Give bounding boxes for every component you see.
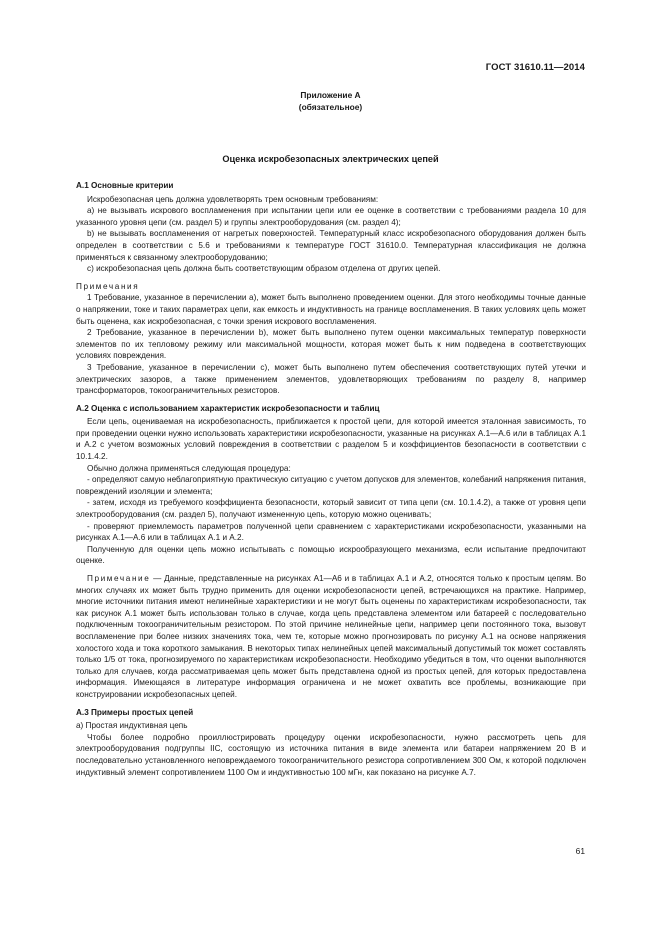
list-item: - проверяют приемлемость параметров полученной цепи сравнением с характеристиками искробезопасности, указанными на рисунках А.1—А.6 или в таблицах А.1 и А.2. bbox=[76, 521, 586, 543]
note-label: Примечание bbox=[87, 574, 151, 583]
notes-label: Примечания bbox=[76, 281, 140, 291]
page-number: 61 bbox=[575, 846, 585, 856]
paragraph: Обычно должна применяться следующая процедура: bbox=[87, 463, 291, 473]
paragraph: Если цепь, оцениваемая на искробезопасность, приближается к простой цепи, для которой имеется эталонная зависимость, то при проведении оценки нужно использовать характеристики искробезопасности, указанные на рисунках А.1—А.6 или в таблицах А.1 и А.2 с учетом возможных условий повреждения в соответствии с разделом 5 и коэффициентов безопасности в соответствии с 10.1.4.2. bbox=[76, 417, 586, 462]
note-item: 2 Требование, указанное в перечислении b), может быть выполнено путем оценки максимальных температур поверхности элементов по их тепловому режиму или максимальной мощности, которая может быть к ним подведена в соответствующих условиях повреждения. bbox=[76, 328, 586, 361]
list-item: с) искробезопасная цепь должна быть соответствующим образом отделена от других цепей. bbox=[87, 264, 441, 274]
list-item: - определяют самую неблагоприятную практическую ситуацию с учетом допусков для элементов, колебаний напряжения питания, повреждений изоляции и элемента; bbox=[76, 475, 586, 496]
document-code: ГОСТ 31610.11—2014 bbox=[485, 62, 585, 73]
note-text: — Данные, представленные на рисунках А1—А6 и в таблицах А.1 и А.2, относятся только к простым цепям. Во многих случаях их может быть трудно применить для оценки искробезопасности цепей, встречающихся на практике. Например, многие источники питания имеют нелинейные характеристики и не могут быть оценены по характеристикам искробезопасности, так как рисунок А.1 может быть использован только в случае, когда цепь представлена элементом или батареей с последовательно подключенным токоограничительным резистором. По этой причине нелинейные цепи, например цепи постоянного тока, вызовут воспламенение при более низких значениях тока, чем те, которые можно прогнозировать по рисунку А.1 на основе напряжения холостого хода и тока короткого замыкания. В некоторых типах нелинейных цепей максимальный допустимый ток может составлять только 1/5 от тока, прогнозируемого по характеристикам искробезопасности. Необходимо убедиться в том, что оценки выполняются только для случаев, когда рассматриваемая цепь может быть представлена одной из простых цепей, для которых предоставлена информация. Имеющаяся в литературе информация ограничена и не может охватить все проблемы, возникающие при конструировании искробезопасных цепей. bbox=[76, 574, 586, 699]
list-item: - затем, исходя из требуемого коэффициента безопасности, который зависит от типа цепи (см. 10.1.4.2), а также от уровня цепи электрооборудования (см. раздел 5), получают измененную цепь, которую можно оценивать; bbox=[76, 498, 586, 520]
subheading: а) Простая индуктивная цепь bbox=[76, 721, 188, 731]
paragraph: Искробезопасная цепь должна удовлетворять трем основным требованиям: bbox=[87, 194, 379, 204]
appendix-title: Приложение А bbox=[300, 90, 361, 100]
appendix-heading bbox=[0, 90, 661, 113]
main-title: Оценка искробезопасных электрических цепей bbox=[222, 154, 439, 164]
list-item: b) не вызывать воспламенения от нагретых поверхностей. Температурный класс искробезопасного оборудования должен быть определен в соответствии с 5.6 и требованиями к температуре ГОСТ 31610.0. Температурная классификация не должна применяться к связанному электрооборудованию; bbox=[76, 229, 586, 262]
note-item: 1 Требование, указанное в перечислении а), может быть выполнено проведением оценки. Для этого необходимы точные данные о напряжении, токе и таких параметрах цепи, как емкость и индуктивность на границе воспламенения. В таких условиях цепь может быть оценена, как искробезопасная, с точки зрения искрового воспламенения. bbox=[76, 293, 586, 326]
appendix-status: (обязательное) bbox=[298, 101, 363, 112]
paragraph: Полученную для оценки цепь можно испытывать с помощью искрообразующего механизма, если испытание предпочитают оценке. bbox=[76, 544, 586, 566]
section-heading-a1: А.1 Основные критерии bbox=[76, 181, 174, 190]
paragraph: Чтобы более подробно проиллюстрировать процедуру оценки искробезопасности, нужно рассмотреть цепь для электрооборудования подгруппы IIC, состоящую из источника питания в виде элемента или батареи напряжением 20 В и последовательно установленного неповреждаемого токоограничительного резистора сопротивлением 300 Ом, к которой подключен индуктивный элемент сопротивлением 1100 Ом и индуктивностью 100 мГн, как показано на рисунке А.7. bbox=[76, 732, 586, 777]
list-item: а) не вызывать искрового воспламенения при испытании цепи или ее оценке в соответствии с требованиями раздела 10 для указанного уровня цепи (см. раздел 5) и группы электрооборудования (см. раздел 4); bbox=[76, 206, 586, 227]
document-body bbox=[76, 180, 586, 778]
section-heading-a2: А.2 Оценка с использованием характеристик искробезопасности и таблиц bbox=[76, 403, 380, 413]
section-heading-a3: А.3 Примеры простых цепей bbox=[76, 707, 194, 717]
note-paragraph bbox=[76, 573, 586, 701]
note-item: 3 Требование, указанное в перечислении с), может быть выполнено путем обеспечения соответствующих путей утечки и электрических зазоров, а также применением элементов, удовлетворяющих требованиям по разделу 8, например трансформаторов, токоограничительных резисторов. bbox=[76, 362, 586, 396]
